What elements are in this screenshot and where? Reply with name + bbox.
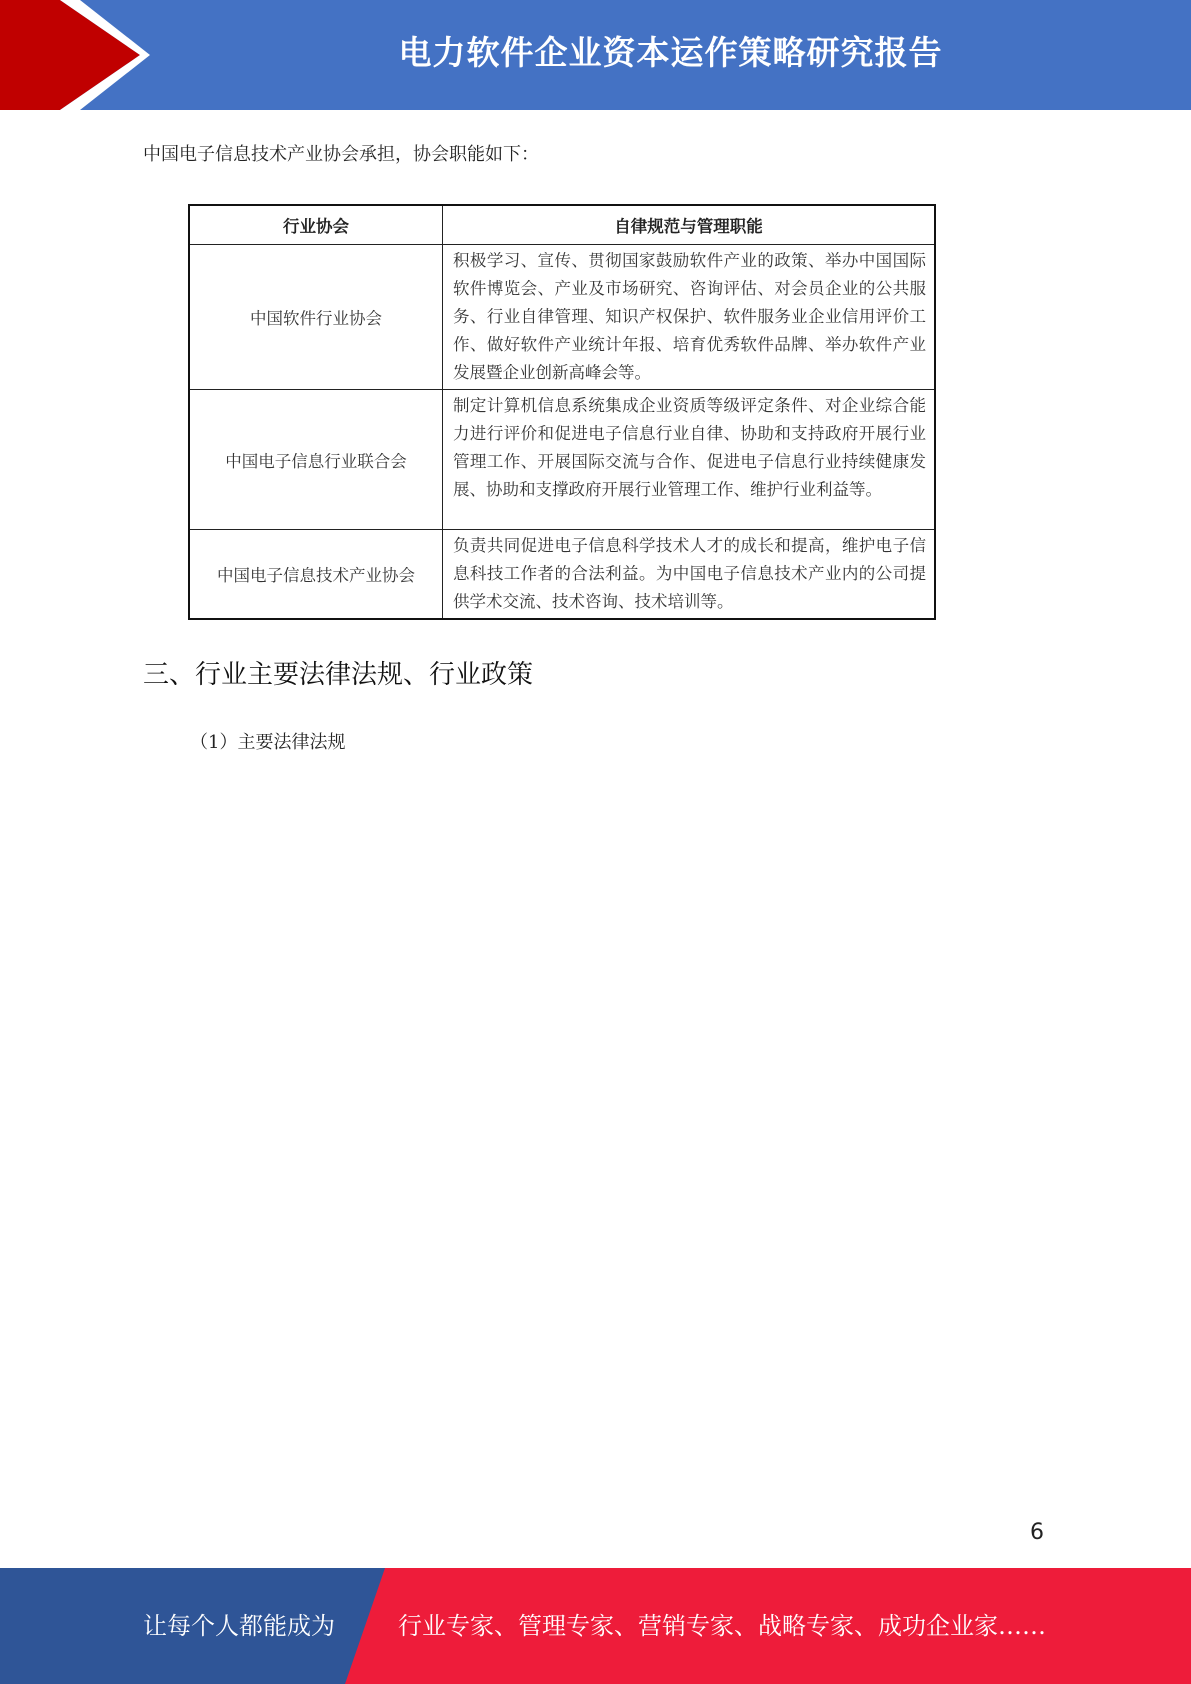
table-row [189, 530, 935, 620]
association-name: 中国电子信息行业联合会 [189, 390, 443, 530]
table-header-row [189, 205, 935, 245]
header-association: 行业协会 [189, 205, 443, 245]
association-table [188, 204, 936, 620]
association-name: 中国电子信息技术产业协会 [189, 530, 443, 620]
association-duty: 制定计算机信息系统集成企业资质等级评定条件、对企业综合能力进行评价和促进电子信息行业自律、协助和支持政府开展行业管理工作、开展国际交流与合作、促进电子信息行业持续健康发展、协助和支撑政府开展行业管理工作、维护行业利益等。 [443, 390, 936, 530]
intro-paragraph: 中国电子信息技术产业协会承担，协会职能如下： [143, 144, 539, 165]
table-row [189, 245, 935, 390]
association-name: 中国软件行业协会 [189, 245, 443, 390]
footer-slogan-right: 行业专家、管理专家、营销专家、战略专家、成功企业家…… [398, 1612, 1046, 1640]
header-duties: 自律规范与管理职能 [443, 205, 936, 245]
page-footer [0, 1568, 1191, 1684]
subsection-heading: （1）主要法律法规 [190, 732, 346, 753]
section-heading: 三、行业主要法律法规、行业政策 [143, 660, 534, 690]
association-duty: 积极学习、宣传、贯彻国家鼓励软件产业的政策、举办中国国际软件博览会、产业及市场研究、咨询评估、对会员企业的公共服务、行业自律管理、知识产权保护、软件服务业企业信用评价工作、做好软件产业统计年报、培育优秀软件品牌、举办软件产业发展暨企业创新高峰会等。 [443, 245, 936, 390]
header-red-chevron [0, 0, 150, 110]
footer-slogan-left: 让每个人都能成为 [143, 1612, 335, 1640]
table-row [189, 390, 935, 530]
page-header [0, 0, 1191, 110]
report-title: 电力软件企业资本运作策略研究报告 [398, 33, 943, 72]
association-duty: 负责共同促进电子信息科学技术人才的成长和提高，维护电子信息科技工作者的合法利益。为中国电子信息技术产业内的公司提供学术交流、技术咨询、技术培训等。 [443, 530, 936, 620]
page-number: 6 [1030, 1520, 1044, 1545]
